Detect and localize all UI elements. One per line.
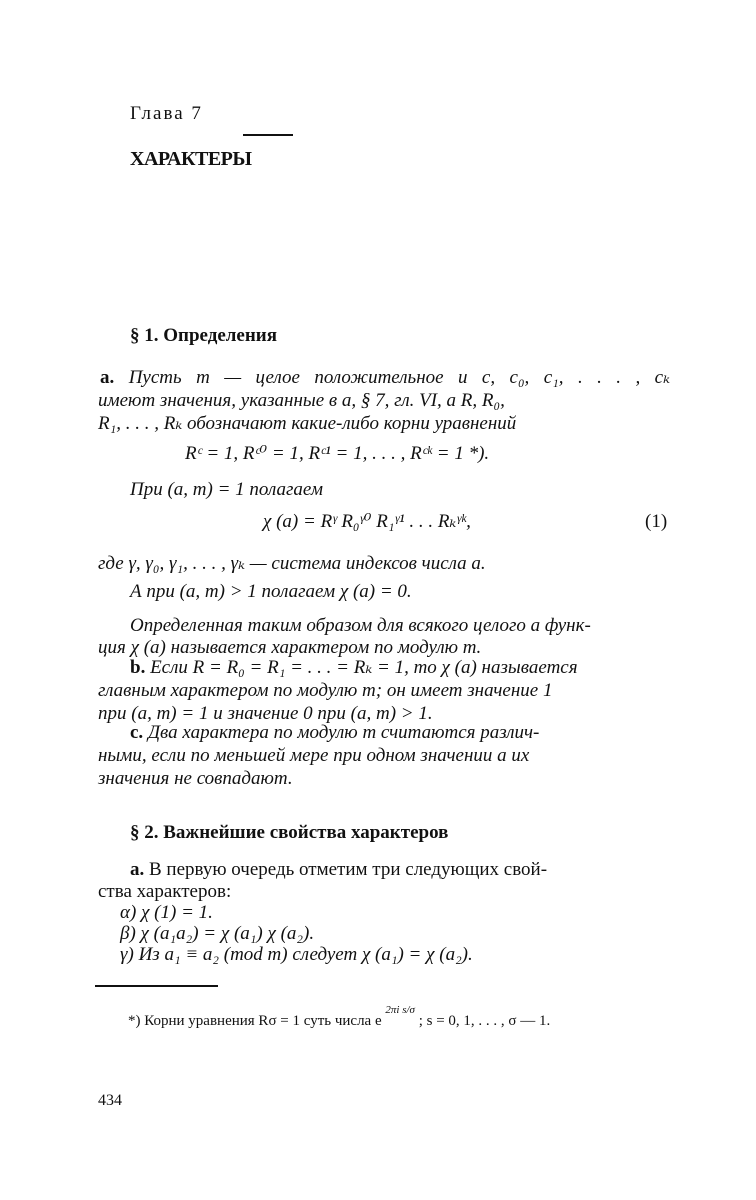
when-coprime-line: При (a, m) = 1 полагаем <box>130 479 323 500</box>
section2-para-a-marker: а. <box>130 859 145 880</box>
section1-para-c-line3: значения не совпадают. <box>98 768 293 789</box>
definition-line2: ция χ (a) называется характером по модулю m. <box>98 637 482 658</box>
property-gamma-text: Из a₁ ≡ a₂ (mod m) следует χ (a₁) = χ (a₂). <box>138 944 473 965</box>
section2-heading: § 2. Важнейшие свойства характеров <box>130 822 449 843</box>
property-alpha <box>120 901 213 924</box>
property-beta <box>120 922 314 945</box>
section1-para-b-line1 <box>130 656 578 679</box>
section1-para-c-line1 <box>130 721 539 744</box>
section2-para-a-line2: ства характеров: <box>98 881 232 902</box>
footnote-exponent: 2πi s/σ <box>385 1004 415 1016</box>
footnote-rule <box>95 985 218 987</box>
equation-1-number: (1) <box>645 511 668 532</box>
where-line: где γ, γ₀, γ₁, . . . , γₖ — система индексов числа a. <box>98 553 486 574</box>
section1-para-c-line2: ными, если по меньшей мере при одном значении a их <box>98 745 530 766</box>
property-alpha-marker: α) <box>120 902 137 923</box>
equation-roots: Rᶜ = 1, Rᶜ⁰ = 1, Rᶜ¹ = 1, . . . , Rᶜᵏ = 1 *). <box>185 443 490 464</box>
footnote-text-after: ; s = 0, 1, . . . , σ — 1. <box>418 1013 551 1029</box>
section1-para-b-marker: b. <box>130 657 146 678</box>
section2-para-a-line1-text: В первую очередь отметим три следующих свой- <box>149 859 548 880</box>
chapter-rule <box>243 134 293 136</box>
section1-para-b-line2: главным характером по модулю m; он имеет значение 1 <box>98 680 553 701</box>
equation-1: χ (a) = Rᵞ R₀ᵞ⁰ R₁ᵞ¹ . . . Rₖᵞᵏ, <box>263 511 471 532</box>
section1-para-a-line1 <box>100 366 670 389</box>
section2-para-a-line1 <box>130 858 547 881</box>
property-beta-text: χ (a₁a₂) = χ (a₁) χ (a₂). <box>140 923 315 944</box>
property-gamma <box>120 943 473 966</box>
section1-para-a-line1-text: Пусть m — целое положительное и c, c₀, c₁, . . . , cₖ <box>128 367 671 388</box>
chapter-title: ХАРАКТЕРЫ <box>130 148 252 170</box>
page-number: 434 <box>98 1092 122 1109</box>
section1-para-c-marker: с. <box>130 722 144 743</box>
chapter-label: Глава 7 <box>130 103 203 124</box>
section1-para-a-line2: имеют значения, указанные в а, § 7, гл. VI, а R, R₀, <box>98 390 505 411</box>
property-beta-marker: β) <box>120 923 136 944</box>
section1-para-b-line3: при (a, m) = 1 и значение 0 при (a, m) > 1. <box>98 703 433 724</box>
section1-heading: § 1. Определения <box>130 325 278 346</box>
definition-line1: Определенная таким образом для всякого целого a функ- <box>130 615 591 636</box>
property-alpha-text: χ (1) = 1. <box>141 902 213 923</box>
section1-para-c-line1-text: Два характера по модулю m считаются различ- <box>147 722 540 743</box>
footnote-text-before: *) Корни уравнения Rσ = 1 суть числа e <box>128 1013 382 1029</box>
property-gamma-marker: γ) <box>120 944 134 965</box>
otherwise-line: А при (a, m) > 1 полагаем χ (a) = 0. <box>130 581 412 602</box>
section1-para-a-marker: а. <box>100 367 115 388</box>
section1-para-b-line1-text: Если R = R₀ = R₁ = . . . = Rₖ = 1, то χ (a) называется <box>150 657 578 678</box>
section1-para-a-line3: R₁, . . . , Rₖ обозначают какие-либо корни уравнений <box>98 413 517 434</box>
